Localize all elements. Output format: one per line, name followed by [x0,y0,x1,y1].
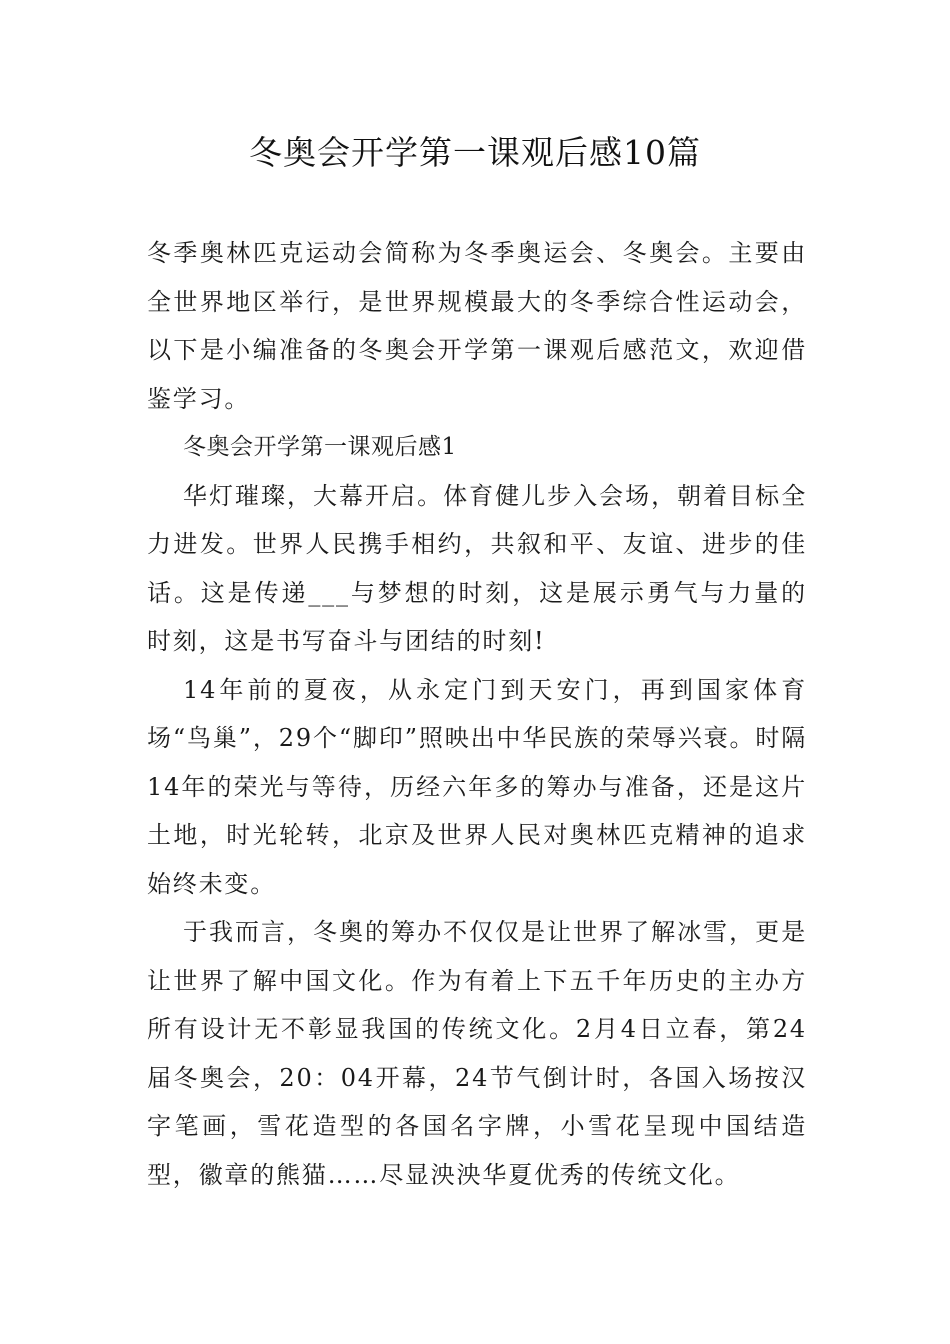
document-title: 冬奥会开学第一课观后感10篇 [249,133,701,172]
paragraph-3: 于我而言，冬奥的筹办不仅仅是让世界了解冰雪，更是让世界了解中国文化。作为有着上下五千年历史的主办方所有设计无不彰显我国的传统文化。2月4日立春，第24届冬奥会，20：04开幕，24节气倒计时，各国入场按汉字笔画，雪花造型的各国名字牌，小雪花呈现中国结造型，徽章的熊猫……尽显泱泱华夏优秀的传统文化。 [147,918,807,1189]
intro-paragraph: 冬季奥林匹克运动会简称为冬季奥运会、冬奥会。主要由全世界地区举行，是世界规模最大的冬季综合性运动会，以下是小编准备的冬奥会开学第一课观后感范文，欢迎借鉴学习。 [147,239,807,413]
paragraph-1: 华灯璀璨，大幕开启。体育健儿步入会场，朝着目标全力进发。世界人民携手相约，共叙和平、友谊、进步的佳话。这是传递___与梦想的时刻，这是展示勇气与力量的时刻，这是书写奋斗与团结的时刻! [147,481,807,655]
document-body [147,229,807,1199]
section-heading: 冬奥会开学第一课观后感1 [183,434,457,460]
paragraph-2: 14年前的夏夜，从永定门到天安门，再到国家体育场“鸟巢”，29个“脚印”照映出中华民族的荣辱兴衰。时隔14年的荣光与等待，历经六年多的筹办与准备，还是这片土地，时光轮转，北京及世界人民对奥林匹克精神的追求始终未变。 [147,675,807,898]
